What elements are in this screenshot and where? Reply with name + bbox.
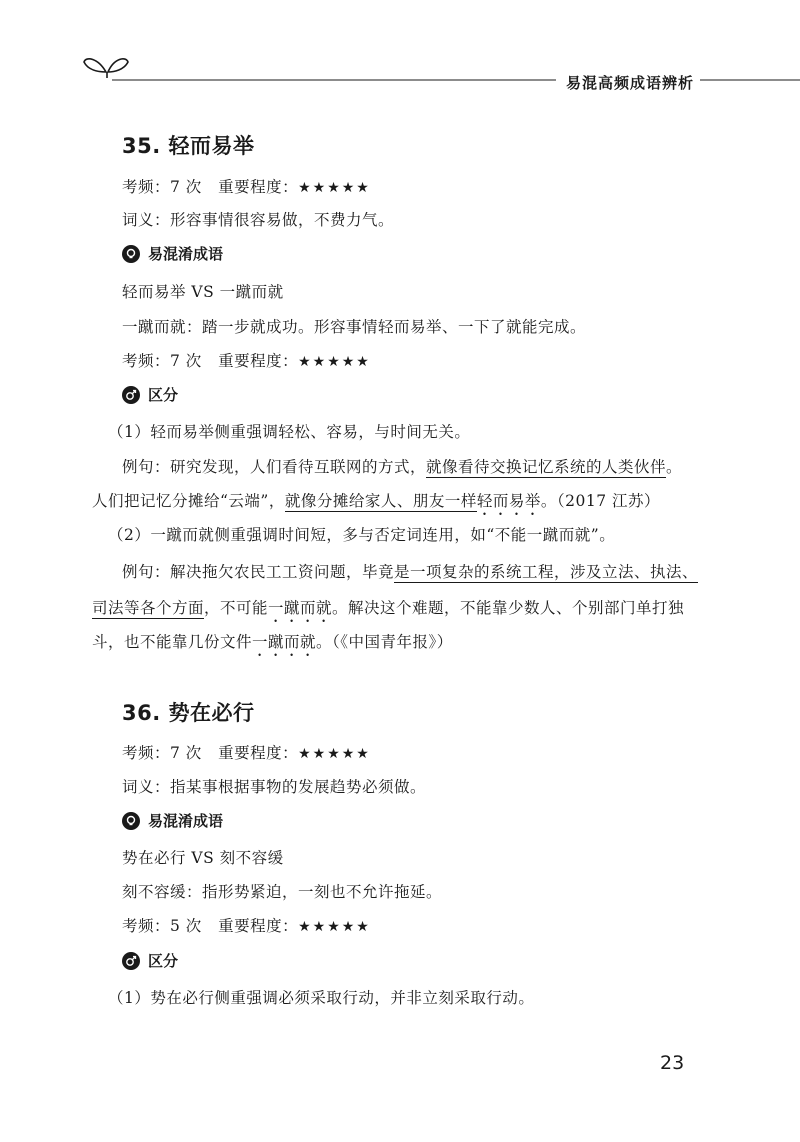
- entry-36-frequency: 考频：7 次 重要程度：★★★★★: [122, 744, 371, 762]
- emphasized-idiom: 一蹴而就: [268, 599, 333, 617]
- entry-35-example-2-line-2: 司法等各个方面，不可能一蹴而就。解决这个难题，不能靠少数人、个别部门单打独: [92, 599, 685, 617]
- underlined-phrase: 是一项复杂的系统工程，涉及立法、执法、: [394, 563, 699, 581]
- page-header: [0, 0, 800, 100]
- bulb-icon: [122, 812, 140, 830]
- entry-35-frequency: 考频：7 次 重要程度：★★★★★: [122, 178, 371, 196]
- entry-35-point-2: （2）一蹴而就侧重强调时间短，多与否定词连用，如“不能一蹴而就”。: [108, 526, 616, 544]
- entry-36-title: 36. 势在必行: [122, 701, 255, 725]
- entry-35-confusable-heading: 易混淆成语: [122, 243, 223, 264]
- emphasized-idiom: 一蹴而就: [252, 633, 317, 651]
- entry-35-title: 35. 轻而易举: [122, 134, 255, 158]
- importance-stars: ★★★★★: [298, 919, 371, 935]
- entry-36-meaning: 词义：指某事根据事物的发展趋势必须做。: [122, 778, 427, 796]
- importance-stars: ★★★★★: [298, 180, 371, 196]
- entry-36-other-frequency: 考频：5 次 重要程度：★★★★★: [122, 917, 371, 935]
- entry-35-other-meaning: 一蹴而就：踏一步就成功。形容事情轻而易举、一下了就能完成。: [122, 318, 587, 336]
- entry-36-distinguish-heading: 区分: [122, 950, 178, 971]
- entry-35-meaning: 词义：形容事情很容易做，不费力气。: [122, 211, 395, 229]
- emphasized-idiom: 轻而易举: [476, 492, 541, 510]
- entry-35-example-2-line-1: 例句：解决拖欠农民工工资问题，毕竟是一项复杂的系统工程，涉及立法、执法、: [122, 563, 699, 581]
- importance-stars: ★★★★★: [298, 746, 371, 762]
- underlined-phrase: 就像分摊给家人、朋友一样: [284, 492, 477, 510]
- importance-stars: ★★★★★: [298, 354, 371, 370]
- entry-35-compare: 轻而易举 VS 一蹴而就: [122, 283, 284, 301]
- bulb-icon: [122, 245, 140, 263]
- entry-35-example-1-line-1: 例句：研究发现，人们看待互联网的方式，就像看待交换记忆系统的人类伙伴。: [122, 458, 683, 476]
- entry-35-example-2-line-3: 斗，也不能靠几份文件一蹴而就。（《中国青年报》）: [92, 633, 453, 651]
- running-head: 易混高频成语辨析: [560, 72, 700, 93]
- underlined-phrase: 就像看待交换记忆系统的人类伙伴: [426, 458, 667, 476]
- sprout-icon: [84, 59, 128, 78]
- entry-36-other-meaning: 刻不容缓：指形势紧迫，一刻也不允许拖延。: [122, 883, 443, 901]
- compare-icon: [122, 386, 140, 404]
- page-number: 23: [660, 1052, 685, 1074]
- entry-35-distinguish-heading: 区分: [122, 384, 178, 405]
- entry-36-compare: 势在必行 VS 刻不容缓: [122, 849, 284, 867]
- entry-36-point-1: （1）势在必行侧重强调必须采取行动，并非立刻采取行动。: [108, 989, 535, 1007]
- underlined-phrase: 司法等各个方面: [92, 599, 205, 617]
- entry-35-example-1-line-2: 人们把记忆分摊给“云端”，就像分摊给家人、朋友一样轻而易举。（2017 江苏）: [92, 492, 661, 510]
- compare-icon: [122, 952, 140, 970]
- entry-35-other-frequency: 考频：7 次 重要程度：★★★★★: [122, 352, 371, 370]
- entry-36-confusable-heading: 易混淆成语: [122, 810, 223, 831]
- entry-35-point-1: （1）轻而易举侧重强调轻松、容易，与时间无关。: [108, 423, 471, 441]
